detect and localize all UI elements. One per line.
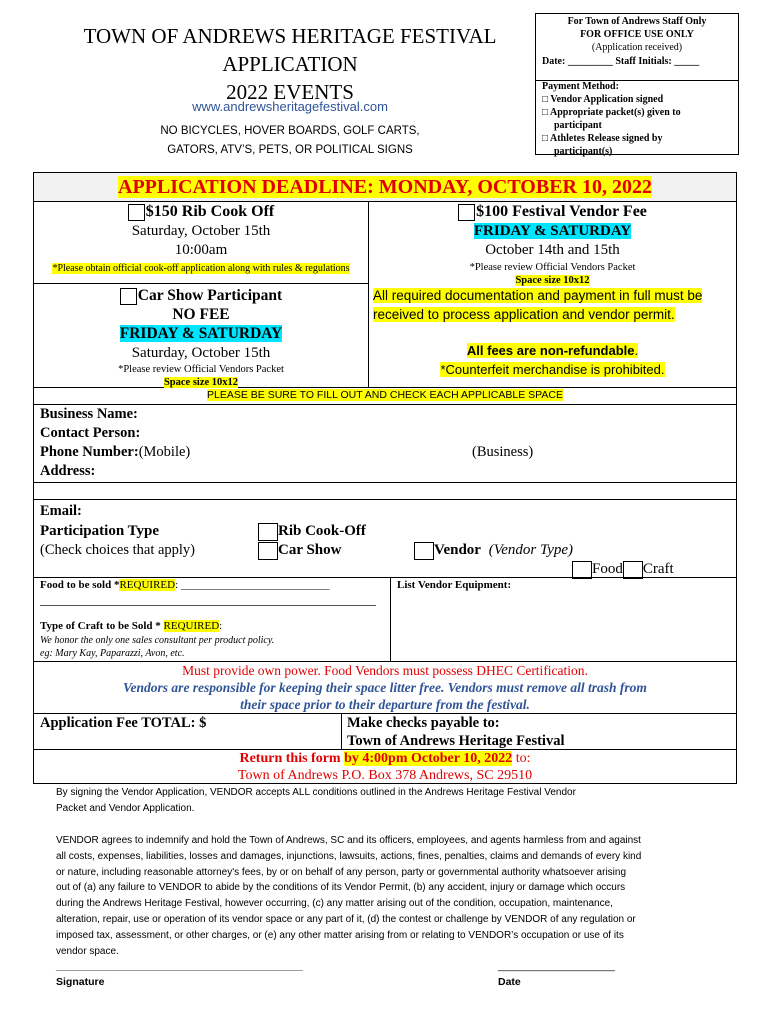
vendor-fee-dates: October 14th and 15th bbox=[485, 242, 620, 258]
notice-line-2: GATORS, ATV’S, PETS, OR POLITICAL SIGNS bbox=[167, 144, 413, 156]
return-deadline: by 4:00pm October 10, 2022 bbox=[344, 751, 513, 766]
car-show-note: *Please review Official Vendors Packet bbox=[118, 364, 284, 375]
car-show-fee: NO FEE bbox=[172, 306, 230, 323]
rib-cookoff-type-checkbox[interactable] bbox=[258, 523, 278, 541]
power-note: Must provide own power. Food Vendors must possess DHEC Certification. bbox=[182, 663, 588, 678]
office-line-3: (Application received) bbox=[591, 42, 683, 53]
food-sold-field[interactable] bbox=[40, 578, 385, 592]
car-show-checkbox[interactable] bbox=[120, 288, 137, 305]
car-show-section bbox=[34, 284, 368, 386]
office-line-1: For Town of Andrews Staff Only bbox=[567, 16, 707, 27]
date-label: Date bbox=[498, 976, 521, 988]
checks-line-1: Make checks payable to: bbox=[347, 715, 500, 731]
vendor-fee-space: Space size 10x12 bbox=[515, 275, 590, 286]
vendor-fee-note: *Please review Official Vendors Packet bbox=[469, 262, 636, 273]
car-show-type-checkbox[interactable] bbox=[258, 542, 278, 560]
vendor-equipment-label[interactable]: List Vendor Equipment: bbox=[397, 579, 512, 591]
indemnity-line-5: during the Andrews Heritage Festival, however occurring, (c) any matter arising out of the condition, occupation, maintenance, bbox=[56, 898, 613, 910]
indemnity-line-8: vendor space. bbox=[56, 945, 119, 957]
consultant-policy bbox=[40, 634, 385, 660]
date-line[interactable]: _____________________ bbox=[498, 961, 615, 972]
participation-type-label: Participation Type bbox=[40, 523, 160, 539]
address-label[interactable]: Address: bbox=[40, 463, 96, 479]
indemnity-text bbox=[56, 833, 746, 959]
page-title bbox=[40, 22, 540, 106]
deadline-banner bbox=[34, 174, 736, 200]
office-check-2: □ Appropriate packet(s) given to bbox=[542, 107, 681, 118]
rib-cookoff-type-label: Rib Cook-Off bbox=[278, 523, 366, 539]
return-suffix: to: bbox=[512, 751, 531, 766]
non-refundable-dot: . bbox=[634, 343, 639, 358]
payment-method-label: Payment Method: bbox=[542, 81, 619, 92]
litter-note bbox=[34, 679, 736, 713]
contact-person-label[interactable]: Contact Person: bbox=[40, 425, 141, 441]
indemnity-line-3: or nature, including reasonable attorney's fees, by or on behalf of any person, party or governmental authority whatsoever arising bbox=[56, 866, 627, 878]
craft-sold-field[interactable] bbox=[40, 619, 385, 633]
car-show-space: Space size 10x12 bbox=[163, 377, 239, 388]
business-name-label[interactable]: Business Name: bbox=[40, 406, 138, 422]
title-line-1: TOWN OF ANDREWS HERITAGE FESTIVAL bbox=[83, 24, 497, 48]
docs-note-line-2: received to process application and vendor permit. bbox=[373, 307, 675, 322]
food-label: Food bbox=[592, 561, 623, 577]
vendor-fee-section bbox=[369, 202, 736, 286]
counterfeit-note: *Counterfeit merchandise is prohibited. bbox=[440, 362, 665, 377]
check-choices-label: (Check choices that apply) bbox=[40, 542, 196, 558]
car-show-title: Car Show Participant bbox=[137, 287, 283, 304]
litter-line-2: their space prior to their departure from the festival. bbox=[240, 697, 530, 712]
office-check-1: □ Vendor Application signed bbox=[542, 94, 664, 105]
agreement-line-1: By signing the Vendor Application, VENDOR accepts ALL conditions outlined in the Andrews Heritage Festival Vendor bbox=[56, 787, 576, 798]
office-check-3: □ Athletes Release signed by bbox=[542, 133, 663, 144]
craft-sold-colon: : bbox=[219, 620, 223, 632]
vendor-type-hint: (Vendor Type) bbox=[488, 542, 573, 558]
craft-sold-required: REQUIRED bbox=[163, 620, 220, 632]
litter-line-1: Vendors are responsible for keeping their space litter free. Vendors must remove all trash from bbox=[123, 680, 647, 695]
vendor-fee-days: FRIDAY & SATURDAY bbox=[473, 223, 632, 239]
consultant-line-1: We honor the only one sales consultant per product policy. bbox=[40, 635, 275, 646]
phone-mobile-label[interactable]: (Mobile) bbox=[138, 444, 191, 460]
checks-payable bbox=[347, 714, 565, 750]
office-date-line: Date: _________ Staff Initials: _____ bbox=[542, 56, 700, 67]
signature-line[interactable]: ______________________________________________ bbox=[56, 961, 303, 972]
food-sold-label: Food to be sold * bbox=[40, 579, 120, 591]
fill-banner bbox=[34, 388, 736, 403]
docs-note-line-1: All required documentation and payment in full must be bbox=[373, 288, 703, 303]
agreement-text bbox=[56, 785, 736, 816]
title-line-2: APPLICATION bbox=[222, 52, 358, 76]
vendor-fee-title: $100 Festival Vendor Fee bbox=[476, 203, 647, 220]
food-sold-required: REQUIRED bbox=[119, 579, 176, 591]
phone-business-label[interactable]: (Business) bbox=[472, 444, 534, 460]
checks-line-2: Town of Andrews Heritage Festival bbox=[347, 733, 565, 749]
food-checkbox[interactable] bbox=[572, 561, 592, 579]
signature-label: Signature bbox=[56, 976, 105, 988]
office-check-2b: participant bbox=[554, 120, 602, 131]
deadline-text: APPLICATION DEADLINE: MONDAY, OCTOBER 10, 2022 bbox=[118, 176, 652, 198]
agreement-line-2: Packet and Vendor Application. bbox=[56, 802, 195, 814]
office-check-3b: participant(s) bbox=[554, 146, 613, 157]
rib-cookoff-date: Saturday, October 15th bbox=[131, 223, 271, 239]
non-refundable-note: All fees are non-refundable bbox=[466, 343, 635, 358]
email-label[interactable]: Email: bbox=[40, 503, 82, 519]
phone-label[interactable]: Phone Number: bbox=[40, 444, 139, 460]
vendor-fee-checkbox[interactable] bbox=[458, 204, 475, 221]
indemnity-line-1: VENDOR agrees to indemnify and hold the Town of Andrews, SC and its officers, employees, and agents harmless from and against bbox=[56, 835, 641, 846]
rib-cookoff-note: *Please obtain official cook-off application along with rules & regulations bbox=[52, 263, 350, 274]
indemnity-line-7: imposed tax, assessment, or other charges, or (e) any other matter arising from or relating to VENDOR’s occupation or use of its bbox=[56, 929, 624, 941]
craft-checkbox[interactable] bbox=[623, 561, 643, 579]
return-instructions bbox=[34, 750, 736, 784]
consultant-line-2: eg: Mary Kay, Paparazzi, Avon, etc. bbox=[40, 648, 185, 659]
rib-cookoff-time: 10:00am bbox=[174, 242, 228, 258]
fees-note bbox=[369, 341, 736, 379]
car-show-date: Saturday, October 15th bbox=[131, 345, 271, 361]
contact-fields bbox=[40, 405, 730, 481]
office-use-box bbox=[535, 13, 739, 155]
notice-line-1: NO BICYCLES, HOVER BOARDS, GOLF CARTS, bbox=[160, 125, 420, 137]
rib-cookoff-section bbox=[34, 202, 368, 282]
return-address: Town of Andrews P.O. Box 378 Andrews, SC 29510 bbox=[237, 768, 533, 783]
rib-cookoff-title: $150 Rib Cook Off bbox=[145, 203, 275, 220]
fill-banner-text: PLEASE BE SURE TO FILL OUT AND CHECK EACH APPLICABLE SPACE bbox=[207, 389, 563, 401]
indemnity-line-4: out of (a) any failure to VENDOR to abide by the conditions of its Vendor Permit, (b) any accident, injury or damage which occurs bbox=[56, 882, 626, 894]
vendor-type-label: Vendor bbox=[434, 542, 481, 558]
vendor-type-checkbox[interactable] bbox=[414, 542, 434, 560]
craft-label: Craft bbox=[642, 561, 674, 577]
car-show-days: FRIDAY & SATURDAY bbox=[119, 325, 283, 342]
website-link[interactable]: www.andrewsheritagefestival.com bbox=[192, 99, 388, 114]
title-line-3: 2022 EVENTS bbox=[226, 80, 354, 104]
fee-total-label[interactable]: Application Fee TOTAL: $ bbox=[40, 715, 207, 731]
indemnity-line-2: all costs, expenses, liabilities, losses and damages, injunctions, lawsuits, actions, fines, penalties, claims and demands of every kind bbox=[56, 850, 642, 862]
restrictions-notice bbox=[40, 122, 540, 160]
craft-sold-label: Type of Craft to be Sold * bbox=[40, 620, 164, 632]
office-line-2: FOR OFFICE USE ONLY bbox=[580, 29, 694, 40]
car-show-type-label: Car Show bbox=[278, 542, 342, 558]
rib-cookoff-checkbox[interactable] bbox=[128, 204, 145, 221]
return-prefix: Return this form bbox=[239, 751, 345, 766]
documentation-note bbox=[373, 286, 735, 324]
indemnity-line-6: alteration, repair, use or operation of its vendor space or any part of it, (d) the contest or challenge by VENDOR of any regulation or bbox=[56, 913, 636, 925]
food-sold-line: : ___________________________ bbox=[175, 579, 330, 591]
